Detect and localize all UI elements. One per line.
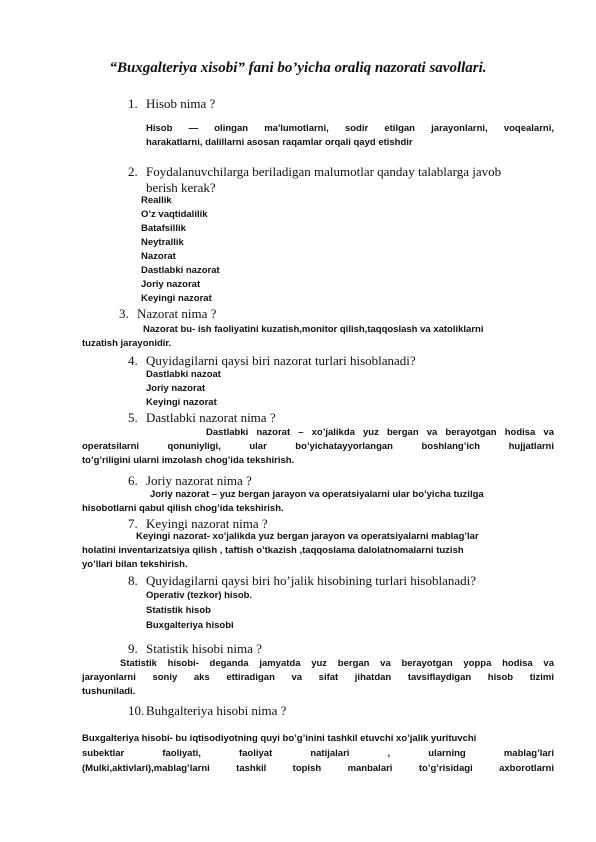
answer-line: Buxgalteriya hisobi- bu iqtisodiyotning quyi bo’g’inini tashkil etuvchi xo’jalik yurituvchi — [82, 733, 477, 744]
defined-term: Hisob — [146, 123, 173, 134]
answer-line: subektlar faoliyati, faoliyat natijalari , ularning mablag’lari — [82, 748, 554, 759]
answer-8-list — [146, 588, 252, 633]
question-number: 1. — [128, 96, 138, 111]
question-text: Nazorat nima ? — [137, 306, 217, 321]
list-item: Joriy nazorat — [141, 279, 201, 290]
question-text: Statistik hisobi nima ? — [146, 641, 262, 656]
question-text: Joriy nazorat nima ? — [146, 473, 252, 488]
question-text: Quyidagilarni qaysi biri nazorat turlari hisoblanadi? — [146, 353, 416, 368]
list-item: Neytrallik — [141, 237, 184, 248]
answer-line: tushuniladi. — [82, 686, 136, 697]
question-number: 3. — [119, 306, 129, 321]
list-item: Joriy nazorat — [146, 383, 206, 394]
question-3 — [119, 306, 216, 322]
question-1 — [128, 96, 215, 112]
question-9 — [128, 641, 262, 657]
answer-line: Statistik hisobi- deganda jamyatda yuz bergan va berayotgan yoppa hodisa va — [120, 658, 554, 669]
list-item: Operativ (tezkor) hisob. — [146, 590, 253, 601]
answer-line — [146, 122, 554, 136]
answer-line: (Mulki,aktivlari),mablag’larni tashkil topish manbalari to’g’risidagi axborotlarni — [82, 763, 554, 774]
question-number: 6. — [128, 473, 138, 488]
list-item: Keyingi nazorat — [141, 293, 212, 304]
question-number: 4. — [128, 353, 138, 368]
answer-line: operatsilarni qonuniyligi, ular bo’yichatayyorlangan boshlang’ich hujjatlarni — [82, 441, 554, 452]
question-text: Buhgalteriya hisobi nima ? — [146, 703, 287, 718]
question-number: 5. — [128, 410, 138, 425]
list-item: Reallik — [141, 195, 172, 206]
answer-line: hisobotlarni qabul qilish chog’ida tekshirish. — [82, 503, 284, 514]
question-5 — [128, 410, 276, 426]
question-6 — [128, 473, 252, 489]
list-item: Buxgalteriya hisobi — [146, 620, 234, 631]
answer-text: — olingan ma'lumotlarni, sodir etilgan jarayonlarni, voqealarni, — [172, 123, 554, 134]
list-item: Statistik hisob — [146, 605, 211, 616]
answer-line: to’g’riligini ularni imzolash chog’ida tekshirish. — [82, 455, 295, 466]
answer-line: harakatlarni, dalillarni asosan raqamlar orqali qayd etishdir — [146, 137, 413, 148]
answer-7 — [82, 530, 554, 572]
question-8 — [128, 573, 476, 589]
question-number: 9. — [128, 641, 138, 656]
list-item: Dastlabki nazoat — [146, 369, 221, 380]
question-text: Keyingi nazorat nima ? — [146, 516, 268, 531]
question-2-continued: berish kerak? — [146, 180, 216, 195]
answer-line: Keyingi nazorat- xo’jalikda yuz bergan jarayon va operatsiyalarni mablag’lar — [136, 531, 479, 542]
question-number: 2. — [128, 164, 138, 179]
answer-line: Nazorat bu- ish faoliyatini kuzatish,monitor qilish,taqqoslash va xatoliklarni — [143, 324, 484, 335]
answer-line: Joriy nazorat – yuz bergan jarayon va operatsiyalarni ular bo’yicha tuzilga — [150, 489, 484, 500]
list-item: Batafsillik — [141, 223, 186, 234]
question-10 — [128, 703, 286, 719]
answer-line: tuzatish jarayonidir. — [82, 338, 172, 349]
answer-9 — [82, 657, 554, 699]
question-text: Dastlabki nazorat nima ? — [146, 410, 276, 425]
answer-line: yo’llari bilan tekshirish. — [82, 559, 188, 570]
question-text: Hisob nima ? — [146, 96, 216, 111]
list-item: Nazorat — [141, 251, 176, 262]
answer-line: holatini inventarizatsiya qilish , taftish o’tkazish ,taqqoslama dalolatnomalarni tuzish — [82, 545, 464, 556]
answer-6 — [82, 488, 554, 516]
list-item: Dastlabki nazorat — [141, 265, 220, 276]
list-item: O’z vaqtidalilik — [141, 209, 208, 220]
answer-10 — [82, 731, 554, 776]
question-4 — [128, 353, 416, 369]
question-text: Quyidagilarni qaysi biri ho’jalik hisobining turlari hisoblanadi? — [146, 573, 476, 588]
answer-line: Dastlabki nazorat – xo’jalikda yuz bergan va berayotgan hodisa va — [206, 427, 554, 438]
answer-3 — [82, 323, 554, 351]
list-item: Keyingi nazorat — [146, 397, 217, 408]
question-text: Foydalanuvchilarga beriladigan malumotlar qanday talablarga javob — [146, 164, 502, 179]
question-number: 8. — [128, 573, 138, 588]
answer-2-list — [141, 194, 220, 306]
question-number: 7. — [128, 516, 138, 531]
question-number: 10. — [128, 703, 145, 718]
answer-5 — [82, 426, 554, 468]
answer-1 — [146, 122, 554, 150]
answer-4-list — [146, 368, 221, 410]
question-2 — [128, 164, 501, 180]
document-title: “Buxgalteriya xisobi” fani bo’yicha oraliq nazorati savollari. — [109, 60, 487, 76]
answer-line: jarayonlarni soniy aks ettiradigan va sifat jihatdan tavsiflaydigan hisob tizimi — [82, 672, 554, 683]
